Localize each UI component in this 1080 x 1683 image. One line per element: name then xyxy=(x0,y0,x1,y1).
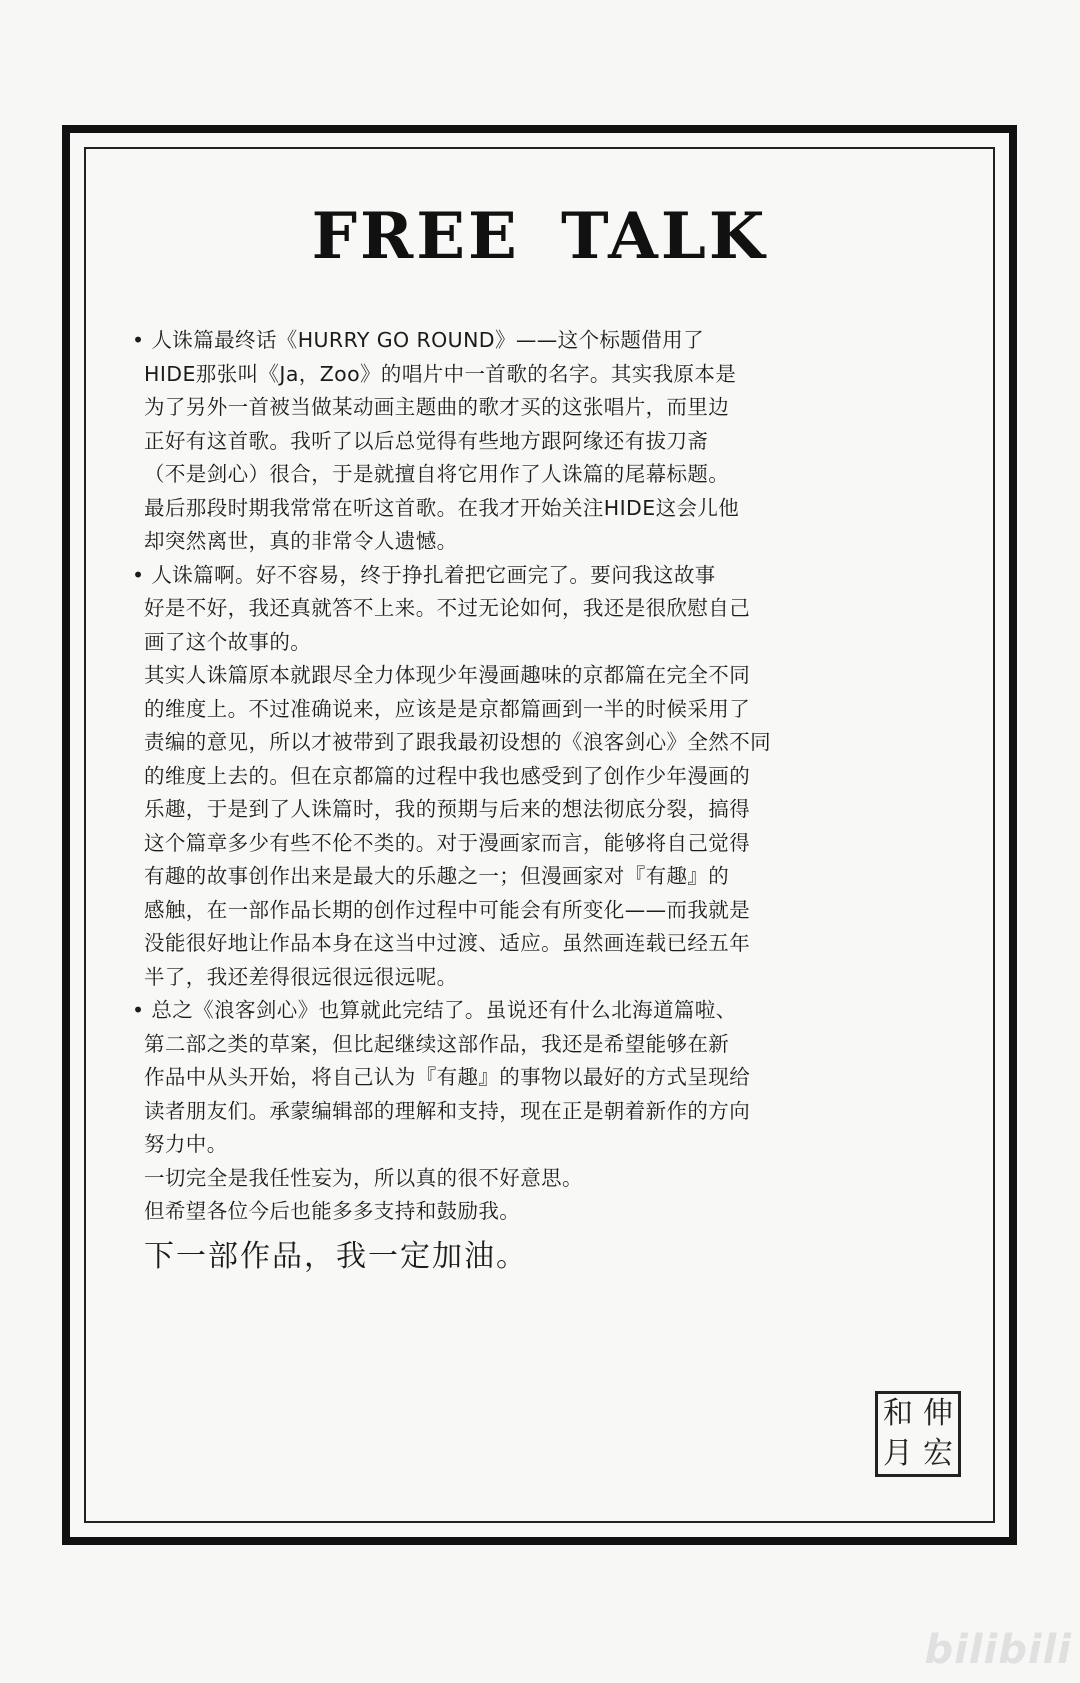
text-line: 有趣的故事创作出来是最大的乐趣之一；但漫画家对『有趣』的 xyxy=(144,864,730,888)
paragraph-1 xyxy=(132,324,973,559)
text-line: 为了另外一首被当做某动画主题曲的歌才买的这张唱片，而里边 xyxy=(144,395,730,419)
text-line: 其实人诛篇原本就跟尽全力体现少年漫画趣味的京都篇在完全不同 xyxy=(144,663,751,687)
text-line: 读者朋友们。承蒙编辑部的理解和支持，现在正是朝着新作的方向 xyxy=(144,1098,751,1123)
text-line: 责编的意见，所以才被带到了跟我最初设想的《浪客剑心》全然不同 xyxy=(144,730,771,754)
text-line: 乐趣，于是到了人诛篇时，我的预期与后来的想法彻底分裂，搞得 xyxy=(144,797,751,821)
text-line: 画了这个故事的。 xyxy=(144,629,312,654)
text-line: 努力中。 xyxy=(144,1132,228,1156)
seal-char: 月 xyxy=(883,1436,913,1471)
text-line: （不是剑心）很合，于是就擅自将它用作了人诛篇的尾幕标题。 xyxy=(144,462,730,486)
text-line: 好是不好，我还真就答不上来。不过无论如何，我还是很欣慰自己 xyxy=(144,596,751,620)
text-line: • 人诛篇最终话《HURRY GO ROUND》——这个标题借用了 xyxy=(132,328,704,352)
inner-frame xyxy=(84,147,995,1523)
author-seal xyxy=(875,1391,961,1477)
text-line: 最后那段时期我常常在听这首歌。在我才开始关注HIDE这会儿他 xyxy=(144,495,740,520)
seal-char: 宏 xyxy=(923,1436,953,1471)
text-line: 这个篇章多少有些不伦不类的。对于漫画家而言，能够将自己觉得 xyxy=(144,830,751,855)
text-line: 半了，我还差得很远很远很远呢。 xyxy=(144,964,458,989)
text-line: HIDE那张叫《Ja，Zoo》的唱片中一首歌的名字。其实我原本是 xyxy=(144,361,737,386)
text-line: 作品中从头开始，将自己认为『有趣』的事物以最好的方式呈现给 xyxy=(144,1065,751,1089)
paragraph-2 xyxy=(132,559,973,995)
text-line: 正好有这首歌。我听了以后总觉得有些地方跟阿缘还有拔刀斋 xyxy=(144,428,709,453)
seal-char: 和 xyxy=(883,1396,913,1431)
text-line: 但希望各位今后也能多多支持和鼓励我。 xyxy=(144,1199,521,1223)
text-line: 却突然离世，真的非常令人遗憾。 xyxy=(144,529,458,553)
text-line: 第二部之类的草案，但比起继续这部作品，我还是希望能够在新 xyxy=(144,1031,730,1056)
text-line: 没能很好地让作品本身在这当中过渡、适应。虽然画连载已经五年 xyxy=(144,931,751,955)
text-line: • 人诛篇啊。好不容易，终于挣扎着把它画完了。要问我这故事 xyxy=(132,562,716,587)
text-line: • 总之《浪客剑心》也算就此完结了。虽说还有什么北海道篇啦、 xyxy=(132,998,737,1022)
page-frame xyxy=(62,125,1017,1545)
paragraph-3 xyxy=(132,994,973,1229)
text-line: 的维度上去的。但在京都篇的过程中我也感受到了创作少年漫画的 xyxy=(144,763,751,788)
page-title: FREE TALK xyxy=(311,199,768,274)
seal-char: 伸 xyxy=(923,1396,953,1431)
text-line: 的维度上。不过准确说来，应该是是京都篇画到一半的时候采用了 xyxy=(144,696,751,721)
closing-line: 下一部作品，我一定加油。 xyxy=(144,1238,528,1274)
free-talk-body xyxy=(132,324,973,1279)
text-line: 感触，在一部作品长期的创作过程中可能会有所变化——而我就是 xyxy=(144,897,751,922)
bilibili-watermark: bilibili xyxy=(924,1627,1072,1673)
text-line: 一切完全是我任性妄为，所以真的很不好意思。 xyxy=(144,1165,583,1190)
